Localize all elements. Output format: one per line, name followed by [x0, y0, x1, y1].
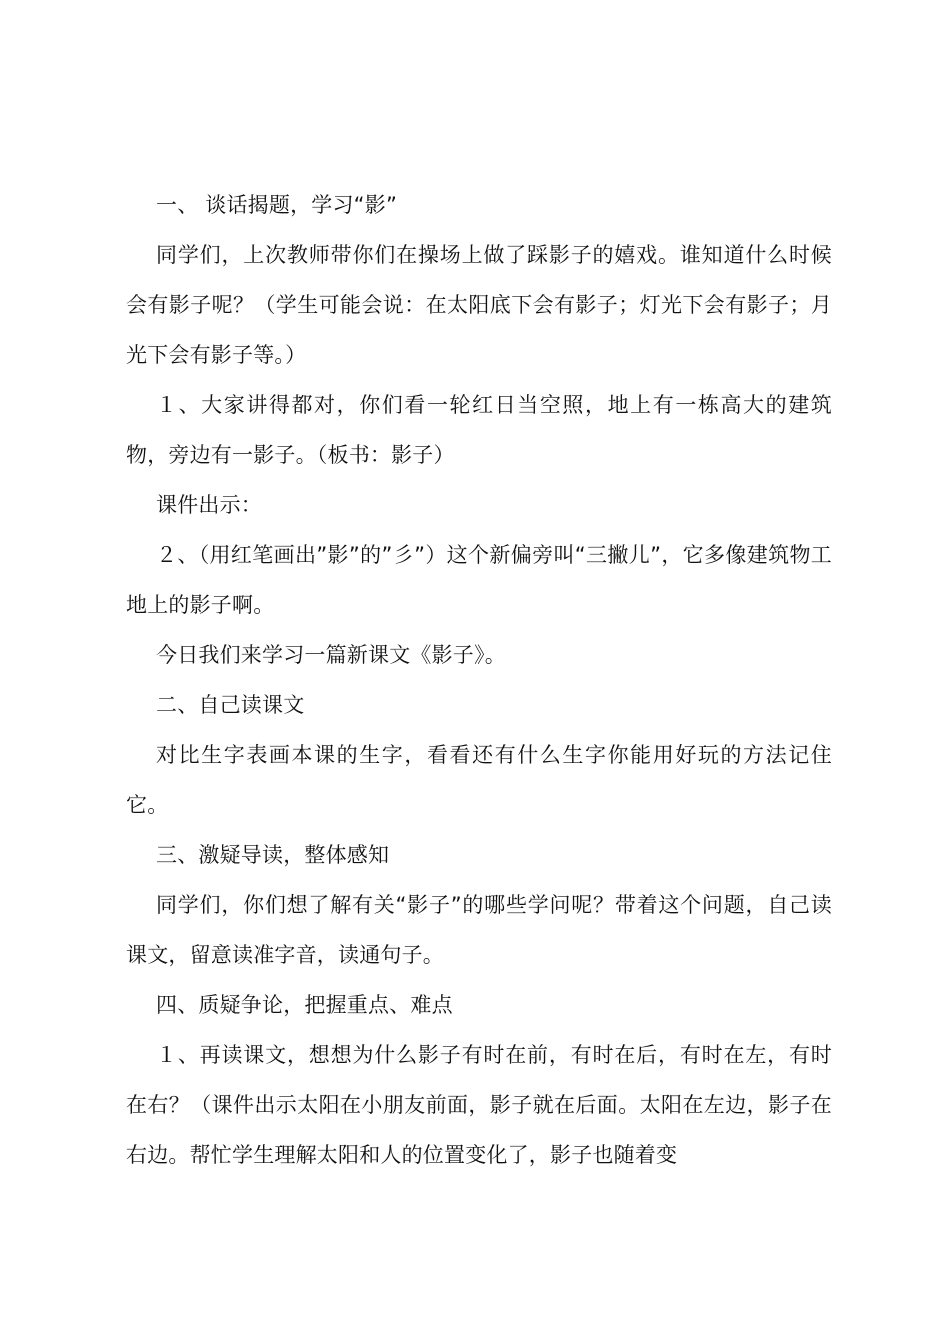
paragraph: 同学们，上次教师带你们在操场上做了踩影子的嬉戏。谁知道什么时候会有影子呢？（学生可能会说：在太阳底下会有影子；灯光下会有影子；月光下会有影子等。） [126, 243, 832, 367]
paragraph: 对比生字表画本课的生字，看看还有什么生字你能用好玩的方法记住它。 [126, 743, 832, 817]
paragraph: ２、（用红笔画出”影”的”彡”）这个新偏旁叫“三撇儿”，它多像建筑物工地上的影子啊。 [126, 543, 832, 617]
heading-section-1: 一、 谈话揭题，学习“影” [156, 193, 398, 217]
paragraph: １、大家讲得都对，你们看一轮红日当空照，地上有一栋高大的建筑物，旁边有一影子。（板书：影子） [126, 393, 832, 467]
document-body [126, 180, 832, 1180]
paragraph: １、再读课文，想想为什么影子有时在前，有时在后，有时在左，有时在右？（课件出示太阳在小朋友前面，影子就在后面。太阳在左边，影子在右边。帮忙学生理解太阳和人的位置变化了，影子也随着变 [126, 1043, 832, 1167]
paragraph: 课件出示： [156, 493, 262, 517]
heading-section-4: 四、质疑争论，把握重点、难点 [156, 993, 453, 1017]
heading-section-2: 二、自己读课文 [156, 693, 305, 717]
paragraph: 同学们，你们想了解有关“影子”的哪些学问呢？带着这个问题，自己读课文，留意读准字音，读通句子。 [126, 893, 832, 967]
paragraph: 今日我们来学习一篇新课文《影子》。 [156, 643, 506, 667]
heading-section-3: 三、激疑导读，整体感知 [156, 843, 390, 867]
